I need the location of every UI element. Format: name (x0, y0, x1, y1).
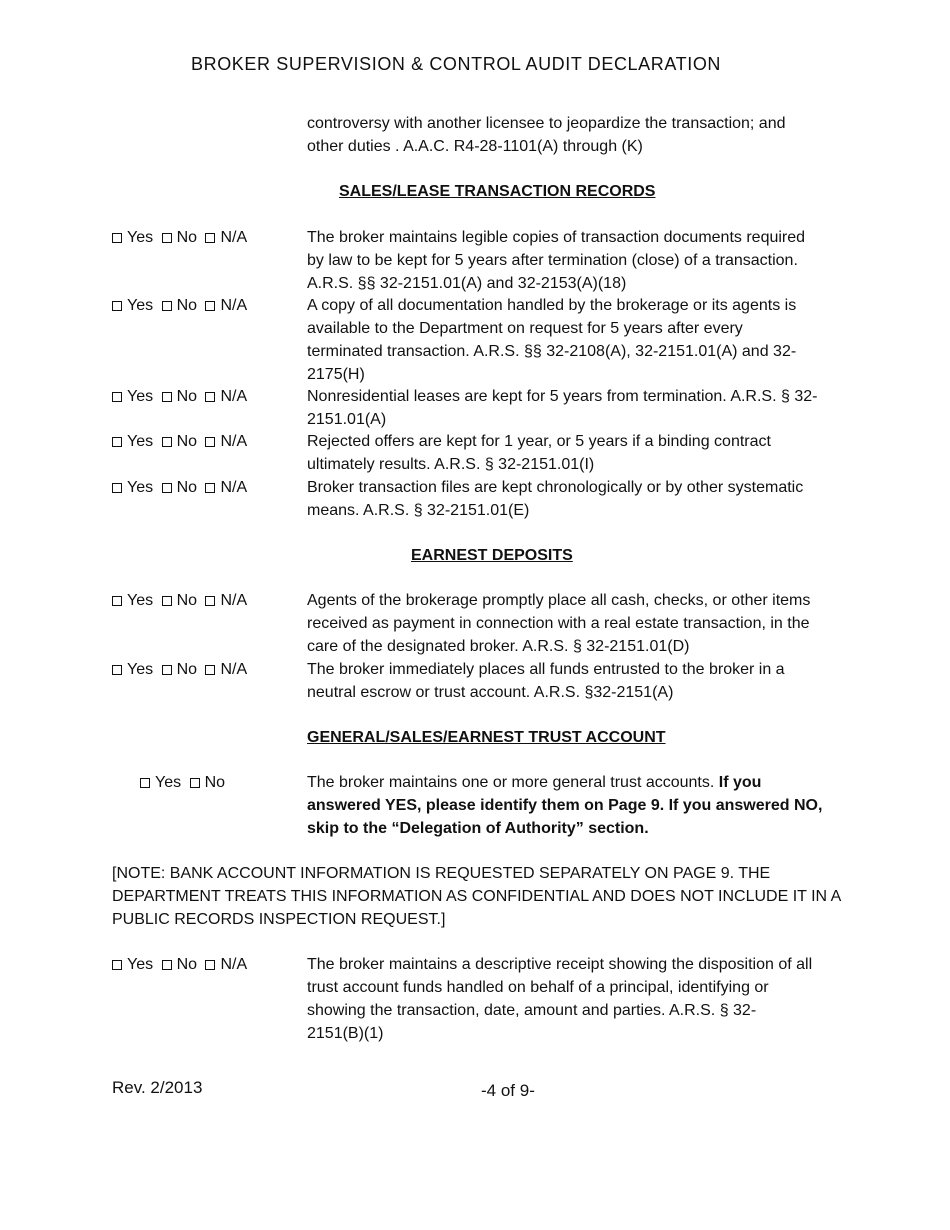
choice-group (112, 294, 251, 317)
option-label: Yes (127, 388, 154, 405)
option-label: No (176, 592, 198, 609)
option-label: No (204, 774, 226, 791)
desc-bold-text: answered YES, please identify them on Page 9. If you answered NO, (307, 797, 823, 814)
checkbox-yes[interactable] (112, 301, 122, 311)
choice-group (140, 771, 229, 794)
option-label: No (176, 956, 198, 973)
option-label: Yes (155, 774, 182, 791)
option-label: No (176, 388, 198, 405)
desc-line: The broker immediately places all funds entrusted to the broker in a (307, 661, 785, 678)
checkbox-no[interactable] (162, 665, 172, 675)
desc-line: 2151(B)(1) (307, 1025, 384, 1042)
desc-line: Rejected offers are kept for 1 year, or 5 years if a binding contract (307, 433, 771, 450)
option-label: N/A (220, 956, 248, 973)
item-description (307, 953, 867, 1045)
option-label: N/A (220, 479, 248, 496)
option-label: Yes (127, 479, 154, 496)
checkbox-no[interactable] (162, 596, 172, 606)
continuation-line: other duties . A.A.C. R4-28-1101(A) through (K) (307, 138, 643, 155)
desc-line (307, 817, 867, 840)
item-description (307, 589, 867, 658)
continuation-line: controversy with another licensee to jeopardize the transaction; and (307, 115, 786, 132)
checkbox-na[interactable] (205, 233, 215, 243)
checkbox-yes[interactable] (112, 960, 122, 970)
desc-line: received as payment in connection with a real estate transaction, in the (307, 615, 810, 632)
bank-info-note (112, 862, 842, 931)
desc-bold-text: skip to the “Delegation of Authority” section. (307, 820, 649, 837)
desc-line: care of the designated broker. A.R.S. § 32-2151.01(D) (307, 638, 690, 655)
choice-group (112, 385, 251, 408)
checkbox-no[interactable] (162, 392, 172, 402)
checkbox-yes[interactable] (112, 392, 122, 402)
desc-line: The broker maintains a descriptive receipt showing the disposition of all (307, 956, 813, 973)
option-label: Yes (127, 229, 154, 246)
item-description (307, 658, 867, 704)
checkbox-no[interactable] (162, 960, 172, 970)
checkbox-yes[interactable] (112, 437, 122, 447)
checkbox-na[interactable] (205, 483, 215, 493)
choice-group (112, 953, 251, 976)
choice-group (112, 476, 251, 499)
option-label: Yes (127, 592, 154, 609)
option-label: N/A (220, 229, 248, 246)
desc-line: ultimately results. A.R.S. § 32-2151.01(I) (307, 456, 595, 473)
note-line: [NOTE: BANK ACCOUNT INFORMATION IS REQUESTED SEPARATELY ON PAGE 9. THE (112, 865, 771, 882)
option-label: N/A (220, 592, 248, 609)
checkbox-yes[interactable] (140, 778, 150, 788)
option-label: Yes (127, 297, 154, 314)
item-description (307, 226, 867, 295)
option-label: No (176, 479, 198, 496)
checkbox-yes[interactable] (112, 233, 122, 243)
desc-line (307, 771, 867, 794)
desc-line: Broker transaction files are kept chronologically or by other systematic (307, 479, 804, 496)
note-line: DEPARTMENT TREATS THIS INFORMATION AS CONFIDENTIAL AND DOES NOT INCLUDE IT IN A (112, 888, 842, 905)
desc-line: 2175(H) (307, 366, 365, 383)
choice-group (112, 430, 251, 453)
checkbox-yes[interactable] (112, 665, 122, 675)
checkbox-no[interactable] (190, 778, 200, 788)
desc-line: means. A.R.S. § 32-2151.01(E) (307, 502, 530, 519)
option-label: No (176, 661, 198, 678)
page-number: -4 of 9- (481, 1081, 535, 1100)
desc-normal-text: The broker maintains one or more general trust accounts. (307, 774, 719, 791)
checkbox-na[interactable] (205, 960, 215, 970)
desc-line: Nonresidential leases are kept for 5 years from termination. A.R.S. § 32- (307, 388, 818, 405)
note-line: PUBLIC RECORDS INSPECTION REQUEST.] (112, 911, 446, 928)
desc-line: terminated transaction. A.R.S. §§ 32-2108(A), 32-2151.01(A) and 32- (307, 343, 797, 360)
option-label: No (176, 433, 198, 450)
option-label: Yes (127, 433, 154, 450)
desc-line: The broker maintains legible copies of transaction documents required (307, 229, 806, 246)
item-description (307, 294, 867, 386)
option-label: Yes (127, 661, 154, 678)
desc-line: trust account funds handled on behalf of a principal, identifying or (307, 979, 769, 996)
desc-line (307, 794, 867, 817)
checkbox-yes[interactable] (112, 596, 122, 606)
checkbox-na[interactable] (205, 437, 215, 447)
desc-line: 2151.01(A) (307, 411, 387, 428)
desc-line: showing the transaction, date, amount and parties. A.R.S. § 32- (307, 1002, 757, 1019)
section-title-earnest: EARNEST DEPOSITS (411, 547, 573, 564)
checkbox-no[interactable] (162, 301, 172, 311)
item-description (307, 430, 867, 476)
page-header: BROKER SUPERVISION & CONTROL AUDIT DECLARATION (191, 54, 722, 74)
item-description (307, 385, 867, 431)
desc-line: A.R.S. §§ 32-2151.01(A) and 32-2153(A)(18) (307, 275, 627, 292)
choice-group (112, 658, 251, 681)
section-title-sales-lease: SALES/LEASE TRANSACTION RECORDS (339, 183, 656, 200)
checkbox-na[interactable] (205, 301, 215, 311)
section-title-trust: GENERAL/SALES/EARNEST TRUST ACCOUNT (307, 729, 666, 746)
desc-line: A copy of all documentation handled by the brokerage or its agents is (307, 297, 797, 314)
checkbox-yes[interactable] (112, 483, 122, 493)
continuation-text (307, 112, 867, 158)
option-label: No (176, 297, 198, 314)
checkbox-na[interactable] (205, 392, 215, 402)
option-label: N/A (220, 297, 248, 314)
revision-label: Rev. 2/2013 (112, 1078, 203, 1097)
item-description (307, 476, 867, 522)
desc-bold-text: If you (718, 774, 762, 791)
checkbox-no[interactable] (162, 437, 172, 447)
checkbox-no[interactable] (162, 233, 172, 243)
choice-group (112, 226, 251, 249)
choice-group (112, 589, 251, 612)
checkbox-no[interactable] (162, 483, 172, 493)
option-label: N/A (220, 433, 248, 450)
desc-line: available to the Department on request for 5 years after every (307, 320, 743, 337)
option-label: N/A (220, 388, 248, 405)
option-label: Yes (127, 956, 154, 973)
checkbox-na[interactable] (205, 665, 215, 675)
desc-line: neutral escrow or trust account. A.R.S. §32-2151(A) (307, 684, 674, 701)
desc-line: by law to be kept for 5 years after termination (close) of a transaction. (307, 252, 798, 269)
checkbox-na[interactable] (205, 596, 215, 606)
item-description (307, 771, 867, 840)
desc-line: Agents of the brokerage promptly place all cash, checks, or other items (307, 592, 811, 609)
option-label: No (176, 229, 198, 246)
option-label: N/A (220, 661, 248, 678)
